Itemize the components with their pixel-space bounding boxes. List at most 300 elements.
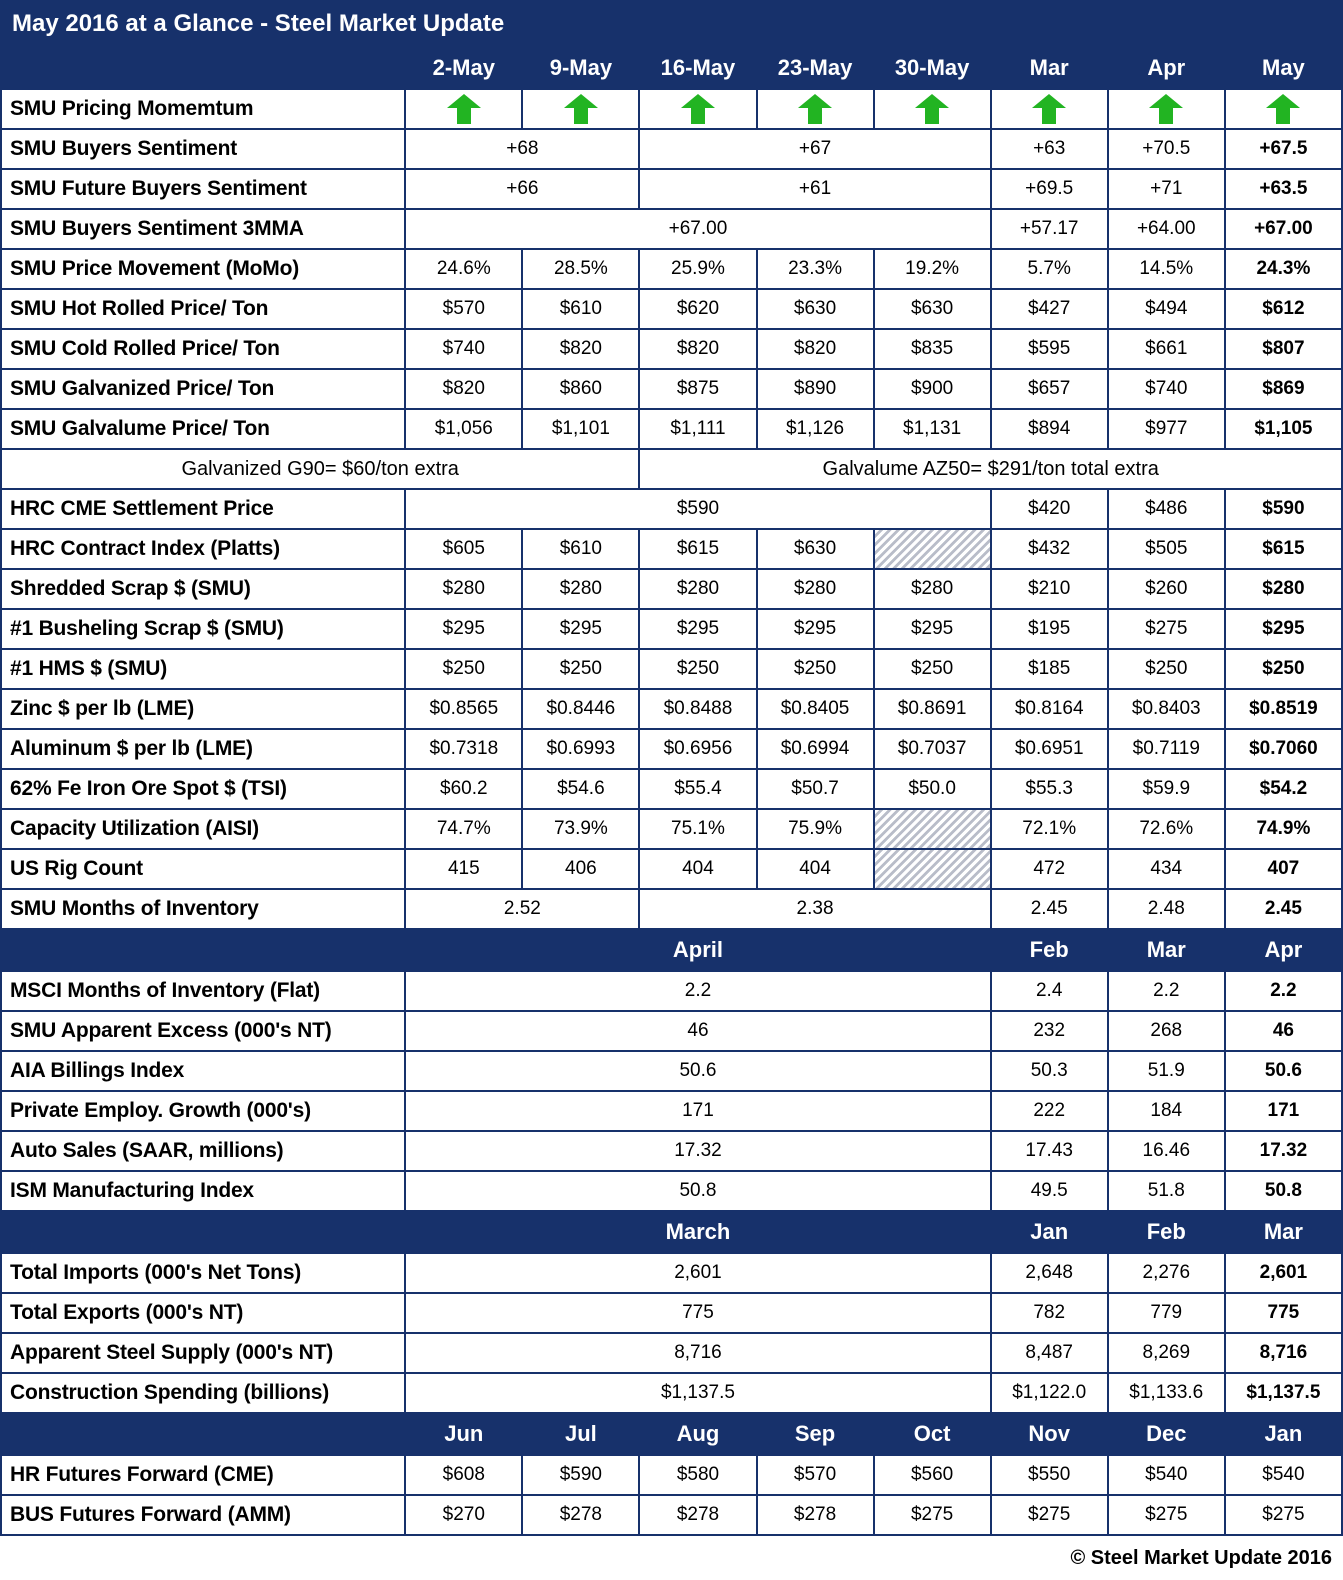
ism-manufacturing-feb: 49.5 — [991, 1171, 1108, 1211]
row-label-total-imports: Total Imports (000's Net Tons) — [1, 1253, 405, 1293]
bus-futures-dec: $275 — [1108, 1495, 1225, 1535]
shredded-scrap-2: $280 — [522, 569, 639, 609]
cold-rolled-5: $835 — [874, 329, 991, 369]
bus-futures-aug: $278 — [639, 1495, 756, 1535]
table-row — [1, 289, 1342, 329]
aia-billings-period: 50.6 — [405, 1051, 990, 1091]
capacity-utilization-1: 74.7% — [405, 809, 522, 849]
rig-count-apr: 434 — [1108, 849, 1225, 889]
buyers-sentiment-3mma-mar: +57.17 — [991, 209, 1108, 249]
price-movement-may: 24.3% — [1225, 249, 1342, 289]
aluminum-3: $0.6956 — [639, 729, 756, 769]
aluminum-5: $0.7037 — [874, 729, 991, 769]
auto-sales-feb: 17.43 — [991, 1131, 1108, 1171]
table-row — [1, 849, 1342, 889]
sheet-title-row — [1, 1, 1342, 47]
iron-ore-may: $54.2 — [1225, 769, 1342, 809]
ism-manufacturing-apr: 50.8 — [1225, 1171, 1342, 1211]
rig-count-2: 406 — [522, 849, 639, 889]
table-row — [1, 209, 1342, 249]
buyers-sentiment-3mma-may: +67.00 — [1225, 209, 1342, 249]
table-row — [1, 1253, 1342, 1293]
capacity-utilization-may: 74.9% — [1225, 809, 1342, 849]
hr-futures-jan: $540 — [1225, 1455, 1342, 1495]
header-spacer — [1, 47, 405, 89]
contract-index-2: $610 — [522, 529, 639, 569]
auto-sales-period: 17.32 — [405, 1131, 990, 1171]
row-label-total-exports: Total Exports (000's NT) — [1, 1293, 405, 1333]
row-label-ism-manufacturing: ISM Manufacturing Index — [1, 1171, 405, 1211]
months-inventory-g2: 2.38 — [639, 889, 990, 929]
table-row — [1, 971, 1342, 1011]
momentum-arrow-7 — [1108, 89, 1225, 129]
table-row — [1, 609, 1342, 649]
momentum-arrow-6 — [991, 89, 1108, 129]
hms-may: $250 — [1225, 649, 1342, 689]
rig-count-4: 404 — [757, 849, 874, 889]
galvanized-4: $890 — [757, 369, 874, 409]
row-label-shredded-scrap: Shredded Scrap $ (SMU) — [1, 569, 405, 609]
row-label-future-buyers-sentiment: SMU Future Buyers Sentiment — [1, 169, 405, 209]
months-inventory-may: 2.45 — [1225, 889, 1342, 929]
galvalume-2: $1,101 — [522, 409, 639, 449]
galvanized-5: $900 — [874, 369, 991, 409]
hms-1: $250 — [405, 649, 522, 689]
galvanized-2: $860 — [522, 369, 639, 409]
months-inventory-g1: 2.52 — [405, 889, 639, 929]
zinc-1: $0.8565 — [405, 689, 522, 729]
header-futures-1: Jun — [405, 1413, 522, 1455]
table-row — [1, 689, 1342, 729]
busheling-scrap-3: $295 — [639, 609, 756, 649]
cold-rolled-3: $820 — [639, 329, 756, 369]
header-month-2: Apr — [1108, 47, 1225, 89]
momentum-arrow-2 — [522, 89, 639, 129]
header-futures-8: Jan — [1225, 1413, 1342, 1455]
buyers-sentiment-3mma-apr: +64.00 — [1108, 209, 1225, 249]
rig-count-mar: 472 — [991, 849, 1108, 889]
row-label-hr-futures: HR Futures Forward (CME) — [1, 1455, 405, 1495]
shredded-scrap-4: $280 — [757, 569, 874, 609]
hr-futures-aug: $580 — [639, 1455, 756, 1495]
galvalume-5: $1,131 — [874, 409, 991, 449]
total-exports-period: 775 — [405, 1293, 990, 1333]
arrow-up-icon — [1032, 94, 1066, 124]
header-spacer-futures — [1, 1413, 405, 1455]
momentum-arrow-8 — [1225, 89, 1342, 129]
hot-rolled-5: $630 — [874, 289, 991, 329]
arrow-up-icon — [681, 94, 715, 124]
future-buyers-sentiment-g2: +61 — [639, 169, 990, 209]
row-label-apparent-supply: Apparent Steel Supply (000's NT) — [1, 1333, 405, 1373]
shredded-scrap-apr: $260 — [1108, 569, 1225, 609]
price-movement-2: 28.5% — [522, 249, 639, 289]
iron-ore-5: $50.0 — [874, 769, 991, 809]
contract-index-apr: $505 — [1108, 529, 1225, 569]
row-label-iron-ore: 62% Fe Iron Ore Spot $ (TSI) — [1, 769, 405, 809]
msci-months-period: 2.2 — [405, 971, 990, 1011]
bus-futures-nov: $275 — [991, 1495, 1108, 1535]
row-label-aluminum: Aluminum $ per lb (LME) — [1, 729, 405, 769]
header-week-2: 9-May — [522, 47, 639, 89]
header-april-m1: Feb — [991, 929, 1108, 971]
arrow-up-icon — [798, 94, 832, 124]
contract-index-mar: $432 — [991, 529, 1108, 569]
arrow-up-icon — [915, 94, 949, 124]
buyers-sentiment-mar: +63 — [991, 129, 1108, 169]
hr-futures-jun: $608 — [405, 1455, 522, 1495]
row-label-hms: #1 HMS $ (SMU) — [1, 649, 405, 689]
momentum-arrow-3 — [639, 89, 756, 129]
table-row — [1, 1091, 1342, 1131]
shredded-scrap-mar: $210 — [991, 569, 1108, 609]
zinc-3: $0.8488 — [639, 689, 756, 729]
future-buyers-sentiment-may: +63.5 — [1225, 169, 1342, 209]
header-futures-7: Dec — [1108, 1413, 1225, 1455]
cme-settlement-may: $590 — [1225, 489, 1342, 529]
header-futures-3: Aug — [639, 1413, 756, 1455]
galvalume-4: $1,126 — [757, 409, 874, 449]
iron-ore-mar: $55.3 — [991, 769, 1108, 809]
shredded-scrap-1: $280 — [405, 569, 522, 609]
cme-settlement-apr: $486 — [1108, 489, 1225, 529]
table-row — [1, 809, 1342, 849]
hms-2: $250 — [522, 649, 639, 689]
row-label-contract-index: HRC Contract Index (Platts) — [1, 529, 405, 569]
header-futures-5: Oct — [874, 1413, 991, 1455]
galvalume-mar: $894 — [991, 409, 1108, 449]
hot-rolled-2: $610 — [522, 289, 639, 329]
bus-futures-sep: $278 — [757, 1495, 874, 1535]
header-spacer-march — [1, 1211, 405, 1253]
aluminum-1: $0.7318 — [405, 729, 522, 769]
extras-note-row — [1, 449, 1342, 489]
aluminum-may: $0.7060 — [1225, 729, 1342, 769]
aluminum-apr: $0.7119 — [1108, 729, 1225, 769]
contract-index-5-unavailable — [874, 529, 991, 569]
copyright-row — [1, 1535, 1342, 1580]
capacity-utilization-4: 75.9% — [757, 809, 874, 849]
row-label-cme-settlement: HRC CME Settlement Price — [1, 489, 405, 529]
shredded-scrap-may: $280 — [1225, 569, 1342, 609]
galvalume-apr: $977 — [1108, 409, 1225, 449]
apparent-excess-period: 46 — [405, 1011, 990, 1051]
hr-futures-jul: $590 — [522, 1455, 639, 1495]
zinc-4: $0.8405 — [757, 689, 874, 729]
cme-settlement-mar: $420 — [991, 489, 1108, 529]
apparent-supply-period: 8,716 — [405, 1333, 990, 1373]
arrow-up-icon — [564, 94, 598, 124]
ism-manufacturing-mar: 51.8 — [1108, 1171, 1225, 1211]
weekly-header-row — [1, 47, 1342, 89]
contract-index-4: $630 — [757, 529, 874, 569]
rig-count-1: 415 — [405, 849, 522, 889]
shredded-scrap-3: $280 — [639, 569, 756, 609]
buyers-sentiment-may: +67.5 — [1225, 129, 1342, 169]
months-inventory-apr: 2.48 — [1108, 889, 1225, 929]
price-movement-mar: 5.7% — [991, 249, 1108, 289]
header-week-1: 2-May — [405, 47, 522, 89]
ism-manufacturing-period: 50.8 — [405, 1171, 990, 1211]
total-exports-jan: 782 — [991, 1293, 1108, 1333]
future-buyers-sentiment-mar: +69.5 — [991, 169, 1108, 209]
price-movement-1: 24.6% — [405, 249, 522, 289]
apparent-excess-mar: 268 — [1108, 1011, 1225, 1051]
hot-rolled-4: $630 — [757, 289, 874, 329]
buyers-sentiment-3mma-weekly: +67.00 — [405, 209, 990, 249]
hot-rolled-apr: $494 — [1108, 289, 1225, 329]
zinc-mar: $0.8164 — [991, 689, 1108, 729]
price-movement-3: 25.9% — [639, 249, 756, 289]
table-row — [1, 169, 1342, 209]
busheling-scrap-5: $295 — [874, 609, 991, 649]
header-april-m3: Apr — [1225, 929, 1342, 971]
price-movement-4: 23.3% — [757, 249, 874, 289]
apparent-supply-mar: 8,716 — [1225, 1333, 1342, 1373]
capacity-utilization-3: 75.1% — [639, 809, 756, 849]
price-movement-apr: 14.5% — [1108, 249, 1225, 289]
msci-months-mar: 2.2 — [1108, 971, 1225, 1011]
table-row — [1, 1373, 1342, 1413]
total-imports-jan: 2,648 — [991, 1253, 1108, 1293]
futures-header-row — [1, 1413, 1342, 1455]
capacity-utilization-2: 73.9% — [522, 809, 639, 849]
galvanized-1: $820 — [405, 369, 522, 409]
row-label-galvanized: SMU Galvanized Price/ Ton — [1, 369, 405, 409]
row-label-bus-futures: BUS Futures Forward (AMM) — [1, 1495, 405, 1535]
arrow-up-icon — [1149, 94, 1183, 124]
cold-rolled-mar: $595 — [991, 329, 1108, 369]
aluminum-mar: $0.6951 — [991, 729, 1108, 769]
galvalume-may: $1,105 — [1225, 409, 1342, 449]
apparent-excess-apr: 46 — [1225, 1011, 1342, 1051]
header-month-1: Mar — [991, 47, 1108, 89]
table-row — [1, 1051, 1342, 1091]
cold-rolled-may: $807 — [1225, 329, 1342, 369]
table-row — [1, 649, 1342, 689]
iron-ore-2: $54.6 — [522, 769, 639, 809]
construction-spending-mar: $1,137.5 — [1225, 1373, 1342, 1413]
busheling-scrap-1: $295 — [405, 609, 522, 649]
momentum-arrow-4 — [757, 89, 874, 129]
hr-futures-oct: $560 — [874, 1455, 991, 1495]
busheling-scrap-apr: $275 — [1108, 609, 1225, 649]
zinc-5: $0.8691 — [874, 689, 991, 729]
contract-index-3: $615 — [639, 529, 756, 569]
arrow-up-icon — [447, 94, 481, 124]
table-row — [1, 769, 1342, 809]
rig-count-may: 407 — [1225, 849, 1342, 889]
header-march-period: March — [405, 1211, 990, 1253]
aluminum-2: $0.6993 — [522, 729, 639, 769]
hr-futures-sep: $570 — [757, 1455, 874, 1495]
table-row — [1, 89, 1342, 129]
iron-ore-3: $55.4 — [639, 769, 756, 809]
hot-rolled-may: $612 — [1225, 289, 1342, 329]
hms-3: $250 — [639, 649, 756, 689]
price-movement-5: 19.2% — [874, 249, 991, 289]
row-label-galvalume: SMU Galvalume Price/ Ton — [1, 409, 405, 449]
cold-rolled-1: $740 — [405, 329, 522, 369]
copyright-notice: © Steel Market Update 2016 — [1, 1535, 1342, 1580]
busheling-scrap-2: $295 — [522, 609, 639, 649]
table-row — [1, 489, 1342, 529]
bus-futures-oct: $275 — [874, 1495, 991, 1535]
note-galvalume-extra: Galvalume AZ50= $291/ton total extra — [639, 449, 1342, 489]
table-row — [1, 569, 1342, 609]
apparent-supply-feb: 8,269 — [1108, 1333, 1225, 1373]
table-row — [1, 1495, 1342, 1535]
table-row — [1, 889, 1342, 929]
iron-ore-apr: $59.9 — [1108, 769, 1225, 809]
row-label-zinc: Zinc $ per lb (LME) — [1, 689, 405, 729]
hms-5: $250 — [874, 649, 991, 689]
apparent-supply-jan: 8,487 — [991, 1333, 1108, 1373]
march-header-row — [1, 1211, 1342, 1253]
apparent-excess-feb: 232 — [991, 1011, 1108, 1051]
table-row — [1, 1131, 1342, 1171]
future-buyers-sentiment-apr: +71 — [1108, 169, 1225, 209]
hot-rolled-3: $620 — [639, 289, 756, 329]
msci-months-apr: 2.2 — [1225, 971, 1342, 1011]
row-label-apparent-excess: SMU Apparent Excess (000's NT) — [1, 1011, 405, 1051]
row-label-construction-spending: Construction Spending (billions) — [1, 1373, 405, 1413]
row-label-msci-months: MSCI Months of Inventory (Flat) — [1, 971, 405, 1011]
buyers-sentiment-g2: +67 — [639, 129, 990, 169]
row-label-private-employ: Private Employ. Growth (000's) — [1, 1091, 405, 1131]
arrow-up-icon — [1266, 94, 1300, 124]
zinc-apr: $0.8403 — [1108, 689, 1225, 729]
zinc-2: $0.8446 — [522, 689, 639, 729]
private-employ-apr: 171 — [1225, 1091, 1342, 1131]
header-march-m2: Feb — [1108, 1211, 1225, 1253]
hms-apr: $250 — [1108, 649, 1225, 689]
buyers-sentiment-apr: +70.5 — [1108, 129, 1225, 169]
iron-ore-1: $60.2 — [405, 769, 522, 809]
table-row — [1, 1293, 1342, 1333]
row-label-auto-sales: Auto Sales (SAAR, millions) — [1, 1131, 405, 1171]
cold-rolled-apr: $661 — [1108, 329, 1225, 369]
galvalume-3: $1,111 — [639, 409, 756, 449]
construction-spending-jan: $1,122.0 — [991, 1373, 1108, 1413]
header-april-m2: Mar — [1108, 929, 1225, 971]
header-april-period: April — [405, 929, 990, 971]
busheling-scrap-may: $295 — [1225, 609, 1342, 649]
total-exports-mar: 775 — [1225, 1293, 1342, 1333]
rig-count-3: 404 — [639, 849, 756, 889]
row-label-cold-rolled: SMU Cold Rolled Price/ Ton — [1, 329, 405, 369]
zinc-may: $0.8519 — [1225, 689, 1342, 729]
table-row — [1, 129, 1342, 169]
table-row — [1, 729, 1342, 769]
header-futures-6: Nov — [991, 1413, 1108, 1455]
hot-rolled-1: $570 — [405, 289, 522, 329]
cold-rolled-2: $820 — [522, 329, 639, 369]
cme-settlement-weekly: $590 — [405, 489, 990, 529]
galvanized-mar: $657 — [991, 369, 1108, 409]
contract-index-1: $605 — [405, 529, 522, 569]
cold-rolled-4: $820 — [757, 329, 874, 369]
aia-billings-mar: 51.9 — [1108, 1051, 1225, 1091]
auto-sales-mar: 16.46 — [1108, 1131, 1225, 1171]
future-buyers-sentiment-g1: +66 — [405, 169, 639, 209]
contract-index-may: $615 — [1225, 529, 1342, 569]
construction-spending-feb: $1,133.6 — [1108, 1373, 1225, 1413]
aluminum-4: $0.6994 — [757, 729, 874, 769]
shredded-scrap-5: $280 — [874, 569, 991, 609]
aia-billings-apr: 50.6 — [1225, 1051, 1342, 1091]
table-row — [1, 369, 1342, 409]
capacity-utilization-mar: 72.1% — [991, 809, 1108, 849]
busheling-scrap-mar: $195 — [991, 609, 1108, 649]
total-exports-feb: 779 — [1108, 1293, 1225, 1333]
private-employ-mar: 184 — [1108, 1091, 1225, 1131]
april-header-row — [1, 929, 1342, 971]
row-label-price-movement: SMU Price Movement (MoMo) — [1, 249, 405, 289]
header-spacer-april — [1, 929, 405, 971]
row-label-hot-rolled: SMU Hot Rolled Price/ Ton — [1, 289, 405, 329]
header-week-4: 23-May — [757, 47, 874, 89]
table-row — [1, 1455, 1342, 1495]
table-row — [1, 529, 1342, 569]
row-label-busheling-scrap: #1 Busheling Scrap $ (SMU) — [1, 609, 405, 649]
iron-ore-4: $50.7 — [757, 769, 874, 809]
momentum-arrow-1 — [405, 89, 522, 129]
total-imports-feb: 2,276 — [1108, 1253, 1225, 1293]
row-label-pricing-momentum: SMU Pricing Momemtum — [1, 89, 405, 129]
private-employ-period: 171 — [405, 1091, 990, 1131]
header-month-3: May — [1225, 47, 1342, 89]
buyers-sentiment-g1: +68 — [405, 129, 639, 169]
total-imports-period: 2,601 — [405, 1253, 990, 1293]
aia-billings-feb: 50.3 — [991, 1051, 1108, 1091]
header-march-m1: Jan — [991, 1211, 1108, 1253]
row-label-rig-count: US Rig Count — [1, 849, 405, 889]
note-galvanized-extra: Galvanized G90= $60/ton extra — [1, 449, 639, 489]
momentum-arrow-5 — [874, 89, 991, 129]
construction-spending-period: $1,137.5 — [405, 1373, 990, 1413]
table-row — [1, 329, 1342, 369]
bus-futures-jul: $278 — [522, 1495, 639, 1535]
row-label-months-inventory: SMU Months of Inventory — [1, 889, 405, 929]
table-row — [1, 1333, 1342, 1373]
table-row — [1, 1171, 1342, 1211]
bus-futures-jan: $275 — [1225, 1495, 1342, 1535]
hr-futures-dec: $540 — [1108, 1455, 1225, 1495]
months-inventory-mar: 2.45 — [991, 889, 1108, 929]
auto-sales-apr: 17.32 — [1225, 1131, 1342, 1171]
table-row — [1, 249, 1342, 289]
row-label-buyers-sentiment: SMU Buyers Sentiment — [1, 129, 405, 169]
row-label-buyers-sentiment-3mma: SMU Buyers Sentiment 3MMA — [1, 209, 405, 249]
header-week-5: 30-May — [874, 47, 991, 89]
header-futures-4: Sep — [757, 1413, 874, 1455]
galvanized-apr: $740 — [1108, 369, 1225, 409]
capacity-utilization-5-unavailable — [874, 809, 991, 849]
rig-count-5-unavailable — [874, 849, 991, 889]
header-march-m3: Mar — [1225, 1211, 1342, 1253]
msci-months-feb: 2.4 — [991, 971, 1108, 1011]
row-label-aia-billings: AIA Billings Index — [1, 1051, 405, 1091]
page-title: May 2016 at a Glance - Steel Market Update — [1, 1, 1342, 47]
row-label-capacity-utilization: Capacity Utilization (AISI) — [1, 809, 405, 849]
hot-rolled-mar: $427 — [991, 289, 1108, 329]
hr-futures-nov: $550 — [991, 1455, 1108, 1495]
hms-mar: $185 — [991, 649, 1108, 689]
header-week-3: 16-May — [639, 47, 756, 89]
capacity-utilization-apr: 72.6% — [1108, 809, 1225, 849]
total-imports-mar: 2,601 — [1225, 1253, 1342, 1293]
